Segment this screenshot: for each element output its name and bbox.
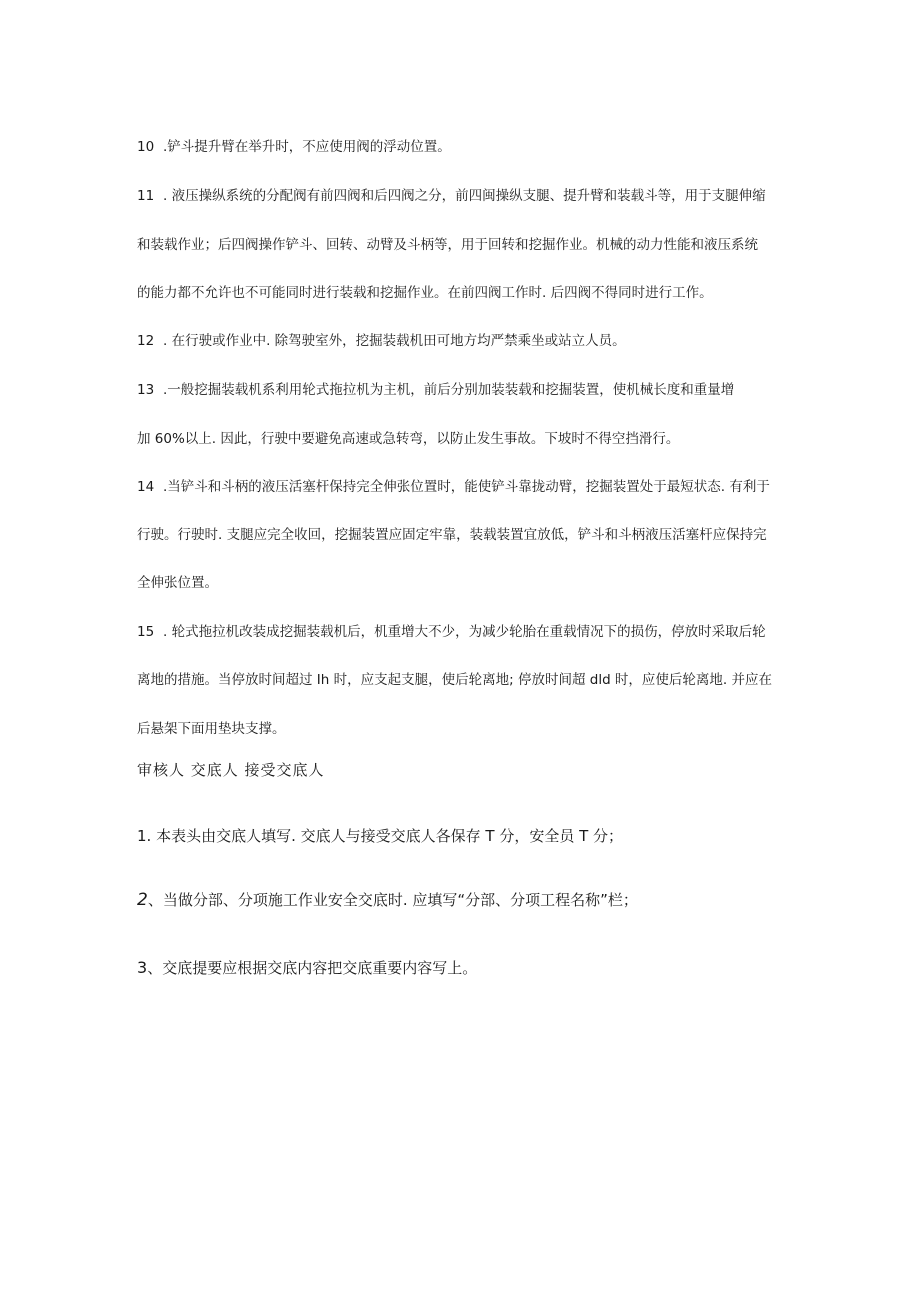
item-number: 13 — [137, 382, 155, 398]
item-13-line-1 — [137, 382, 734, 398]
note-text: 本表头由交底人填写. 交底人与接受交底人各保存 T 分，安全员 T 分； — [156, 827, 624, 845]
item-12-line-1 — [137, 333, 626, 349]
note-text: 、交底提要应根据交底内容把交底重要内容写上。 — [147, 959, 478, 977]
note-number: 3 — [137, 958, 148, 977]
item-11-line-2: 和装载作业；后四阀操作铲斗、回转、动臂及斗柄等，用于回转和挖掘作业。机械的动力性能和液压系统 — [137, 237, 758, 253]
item-text: .铲斗提升臂在举升时，不应使用阀的浮动位置。 — [163, 139, 451, 155]
item-10-line-1 — [137, 139, 451, 155]
note-2 — [137, 892, 638, 908]
note-1 — [137, 828, 623, 844]
item-text: . 液压操纵系统的分配阀有前四阀和后四阀之分，前四闽操纵支腿、提升臂和装载斗等，用于支腿伸缩 — [163, 188, 766, 204]
item-14-line-1 — [137, 479, 770, 495]
item-text: . 在行驶或作业中. 除驾驶室外，挖掘装载机田可地方均严禁乘坐或站立人员。 — [163, 333, 626, 349]
item-14-line-3: 全伸张位置。 — [137, 575, 218, 591]
note-number: 2 — [137, 890, 148, 910]
item-15-line-1 — [137, 624, 766, 640]
item-text: . 轮式拖拉机改装成挖掘装载机后，机重增大不少，为减少轮胎在重载情况下的损伤，停放时采取后轮 — [163, 624, 766, 640]
item-number: 15 — [137, 624, 155, 640]
note-3 — [137, 960, 477, 976]
item-14-line-2: 行驶。行驶时. 支腿应完全收回，挖掘装置应固定牢靠，装载装置宜放低，铲斗和斗柄液压活塞杆应保持完 — [137, 527, 767, 543]
item-number: 10 — [137, 139, 155, 155]
signature-row: 审核人 交底人 接受交底人 — [137, 761, 325, 779]
item-11-line-3: 的能力都不允许也不可能同时进行装载和挖掘作业。在前四阀工作时. 后四阀不得同时进行工作。 — [137, 285, 713, 301]
note-text: 、当做分部、分项施工作业安全交底时. 应填写“分部、分项工程名称”栏； — [147, 891, 638, 909]
note-number: 1. — [137, 827, 157, 845]
item-number: 11 — [137, 188, 155, 204]
item-15-line-3: 后悬架下面用垫块支撑。 — [137, 721, 286, 737]
item-number: 12 — [137, 333, 155, 349]
item-number: 14 — [137, 479, 155, 495]
item-11-line-1 — [137, 188, 766, 204]
item-text: .当铲斗和斗柄的液压活塞杆保持完全伸张位置时，能使铲斗靠拢动臂，挖掘装置处于最短状态. 有利于 — [163, 479, 770, 495]
item-text: .一般挖掘装载机系利用轮式拖拉机为主机，前后分别加装装载和挖掘装置，使机械长度和重量增 — [163, 382, 735, 398]
item-15-line-2: 离地的措施。当停放时间超过 Ih 时，应支起支腿，使后轮离地; 停放时间超 dld 时，应使后轮离地. 并应在 — [137, 672, 773, 688]
item-13-line-2: 加 60%以上. 因此，行驶中要避免高速或急转弯，以防止发生事故。下坡时不得空挡滑行。 — [137, 431, 680, 447]
